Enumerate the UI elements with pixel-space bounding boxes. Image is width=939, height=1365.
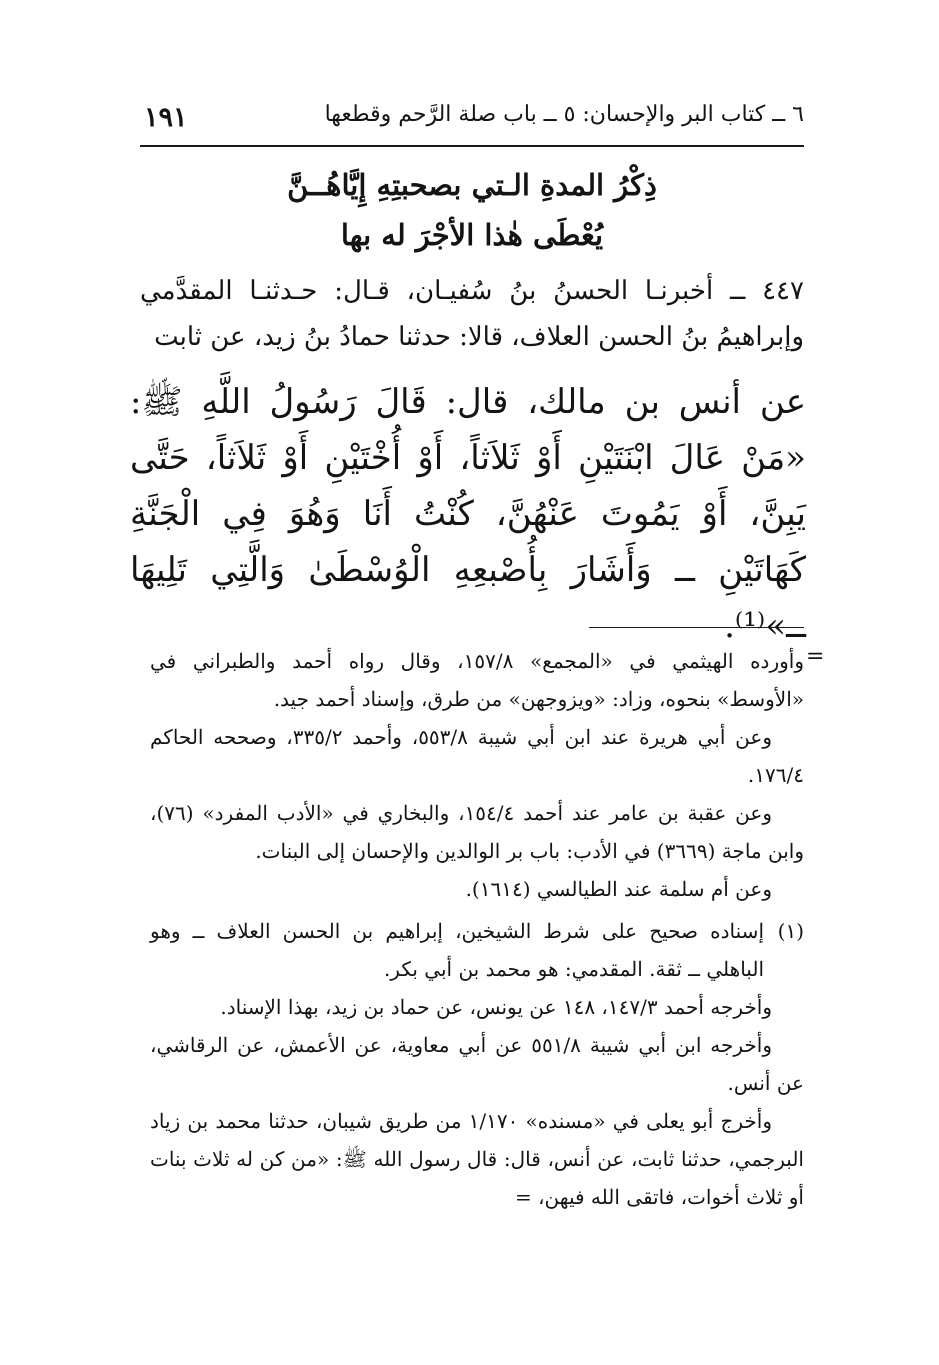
footnote-paragraph: وأخرجه أحمد ١٤٧/٣، ١٤٨ عن يونس، عن حماد بن زيد، بهذا الإسناد. [220, 995, 772, 1019]
footnote-paragraph: وعن أبي هريرة عند ابن أبي شيبة ٥٥٣/٨، وأحمد ٣٣٥/٢، وصححه الحاكم ١٧٦/٤. [150, 725, 804, 787]
hadith-isnad: ٤٤٧ ــ أخبرنـا الحسنُ بنُ سُفيـان، قـال: حـدثنـا المقدَّمي وإبراهيمُ بنُ الحسن العلاف، قالا: حدثنا حمادُ بنُ زيد، عن ثابت [140, 276, 804, 352]
footnote-paragraph: وعن عقبة بن عامر عند أحمد ١٥٤/٤، والبخاري في «الأدب المفرد» (٧٦)، وابن ماجة (٣٦٦٩) في الأدب: باب بر الوالدين والإحسان إلى البنات. [150, 801, 804, 863]
chapter-title-line-2: يُعْطَى هٰذا الأجْرَ له بها [340, 218, 604, 252]
chapter-title [140, 160, 804, 260]
hadith-text: عن أنس بن مالك، قال: قَالَ رَسُولُ اللَّهِ ﷺ: «مَنْ عَالَ ابْنَتَيْنِ أَوْ ثَلاَثاً، أَوْ أُخْتَيْنِ أَوْ ثَلاَثاً، حَتَّى يَبِنَّ، أَوْ يَمُوتَ عَنْهُنَّ، كُنْتُ أَنَا وَهُوَ فِي الْجَنَّةِ كَهَاتَيْنِ ــ وَأَشَارَ بِأُصْبعِهِ الْوُسْطَىٰ وَالَّتِي تَلِيهَا ــ»⁽¹⁾. [130, 382, 806, 646]
page-number: ١٩١ [144, 102, 188, 133]
footnote-1 [150, 912, 804, 988]
header-rule [140, 145, 804, 147]
footnote-number: (١) [777, 919, 804, 943]
footnote-paragraph: وأورده الهيثمي في «المجمع» ١٥٧/٨، وقال رواه أحمد والطبراني في «الأوسط» بنحوه، وزاد: «ويزوجهن» من طرق، وإسناد أحمد جيد. [150, 649, 804, 711]
continuation-mark: = [806, 644, 825, 669]
footnote-paragraph: وأخرجه ابن أبي شيبة ٥٥١/٨ عن أبي معاوية، عن الأعمش، عن الرقاشي، عن أنس. [150, 1033, 804, 1095]
footnotes [150, 642, 804, 1216]
footnote-paragraph: وأخرج أبو يعلى في «مسنده» ١/١٧٠ من طريق شيبان، حدثنا محمد بن زياد البرجمي، حدثنا ثابت، عن أنس، قال: قال رسول الله ﷺ: «من كن له ثلاث بنات أو ثلاث أخوات، فاتقى الله فيهن، = [150, 1109, 804, 1209]
running-head: ٦ ــ كتاب البر والإحسان: ٥ ــ باب صلة الرَّحم وقطعها [324, 102, 804, 127]
page-header [140, 96, 804, 144]
footnote-paragraph: وعن أم سلمة عند الطيالسي (١٦١٤). [465, 877, 772, 901]
footnote-separator [589, 627, 804, 628]
chapter-title-line-1: ذِكْرُ المدةِ الـتي بصحبتِهِ إِيَّاهُــنَّ [287, 168, 657, 202]
footnote-1-text: إسناده صحيح على شرط الشيخين، إبراهيم بن الحسن العلاف ــ وهو الباهلي ــ ثقة. المقدمي: هو محمد بن أبي بكر. [150, 919, 764, 981]
